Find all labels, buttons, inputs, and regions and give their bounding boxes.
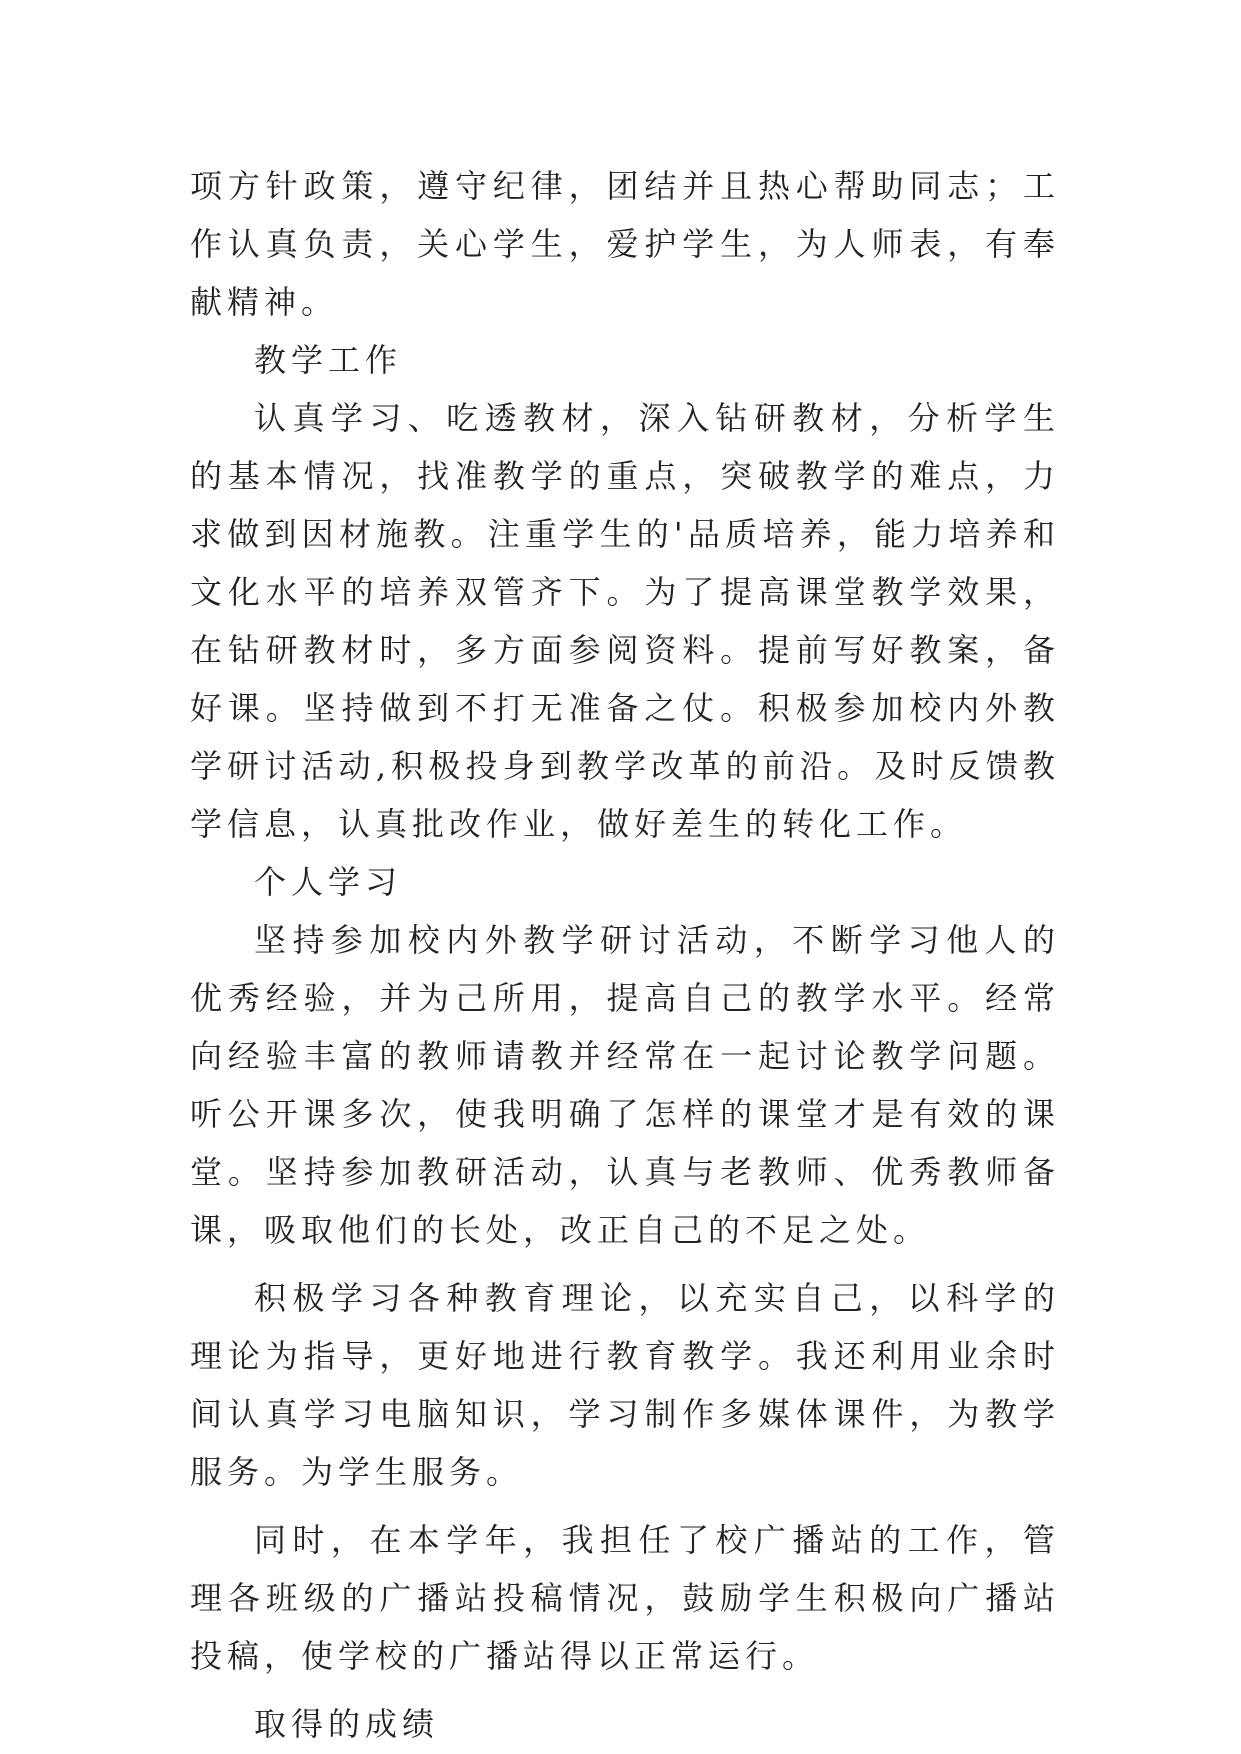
- paragraph-education-theory: 积极学习各种教育理论，以充实自己，以科学的理论为指导，更好地进行教育教学。我还利用业余时间认真学习电脑知识，学习制作多媒体课件，为教学服务。为学生服务。: [190, 1279, 1060, 1491]
- paragraph-personal-study: 坚持参加校内外教学研讨活动，不断学习他人的优秀经验，并为己所用，提高自己的教学水平。经常向经验丰富的教师请教并经常在一起讨论教学问题。听公开课多次，使我明确了怎样的课堂才是有效的课堂。坚持参加教研活动，认真与老教师、优秀教师备课，吸取他们的长处，改正自己的不足之处。: [190, 921, 1060, 1249]
- section-heading-achievements: 取得的成绩: [254, 1705, 440, 1743]
- section-heading-personal-study: 个人学习: [254, 863, 403, 901]
- document-body: [190, 157, 1060, 1753]
- paragraph-teaching-work: 认真学习、吃透教材，深入钻研教材，分析学生的基本情况，找准教学的重点，突破教学的难点，力求做到因材施教。注重学生的'品质培养，能力培养和文化水平的培养双管齐下。为了提高课堂教学效果，在钻研教材时，多方面参阅资料。提前写好教案，备好课。坚持做到不打无准备之仗。积极参加校内外教学研讨活动,积极投身到教学改革的前沿。及时反馈教学信息，认真批改作业，做好差生的转化工作。: [190, 399, 1060, 843]
- paragraph-intro-continuation: 项方针政策，遵守纪律，团结并且热心帮助同志；工作认真负责，关心学生，爱护学生，为人师表，有奉献精神。: [190, 167, 1060, 321]
- section-heading-teaching-work: 教学工作: [254, 341, 403, 379]
- paragraph-broadcast-station: 同时，在本学年，我担任了校广播站的工作，管理各班级的广播站投稿情况，鼓励学生积极向广播站投稿，使学校的广播站得以正常运行。: [190, 1521, 1060, 1675]
